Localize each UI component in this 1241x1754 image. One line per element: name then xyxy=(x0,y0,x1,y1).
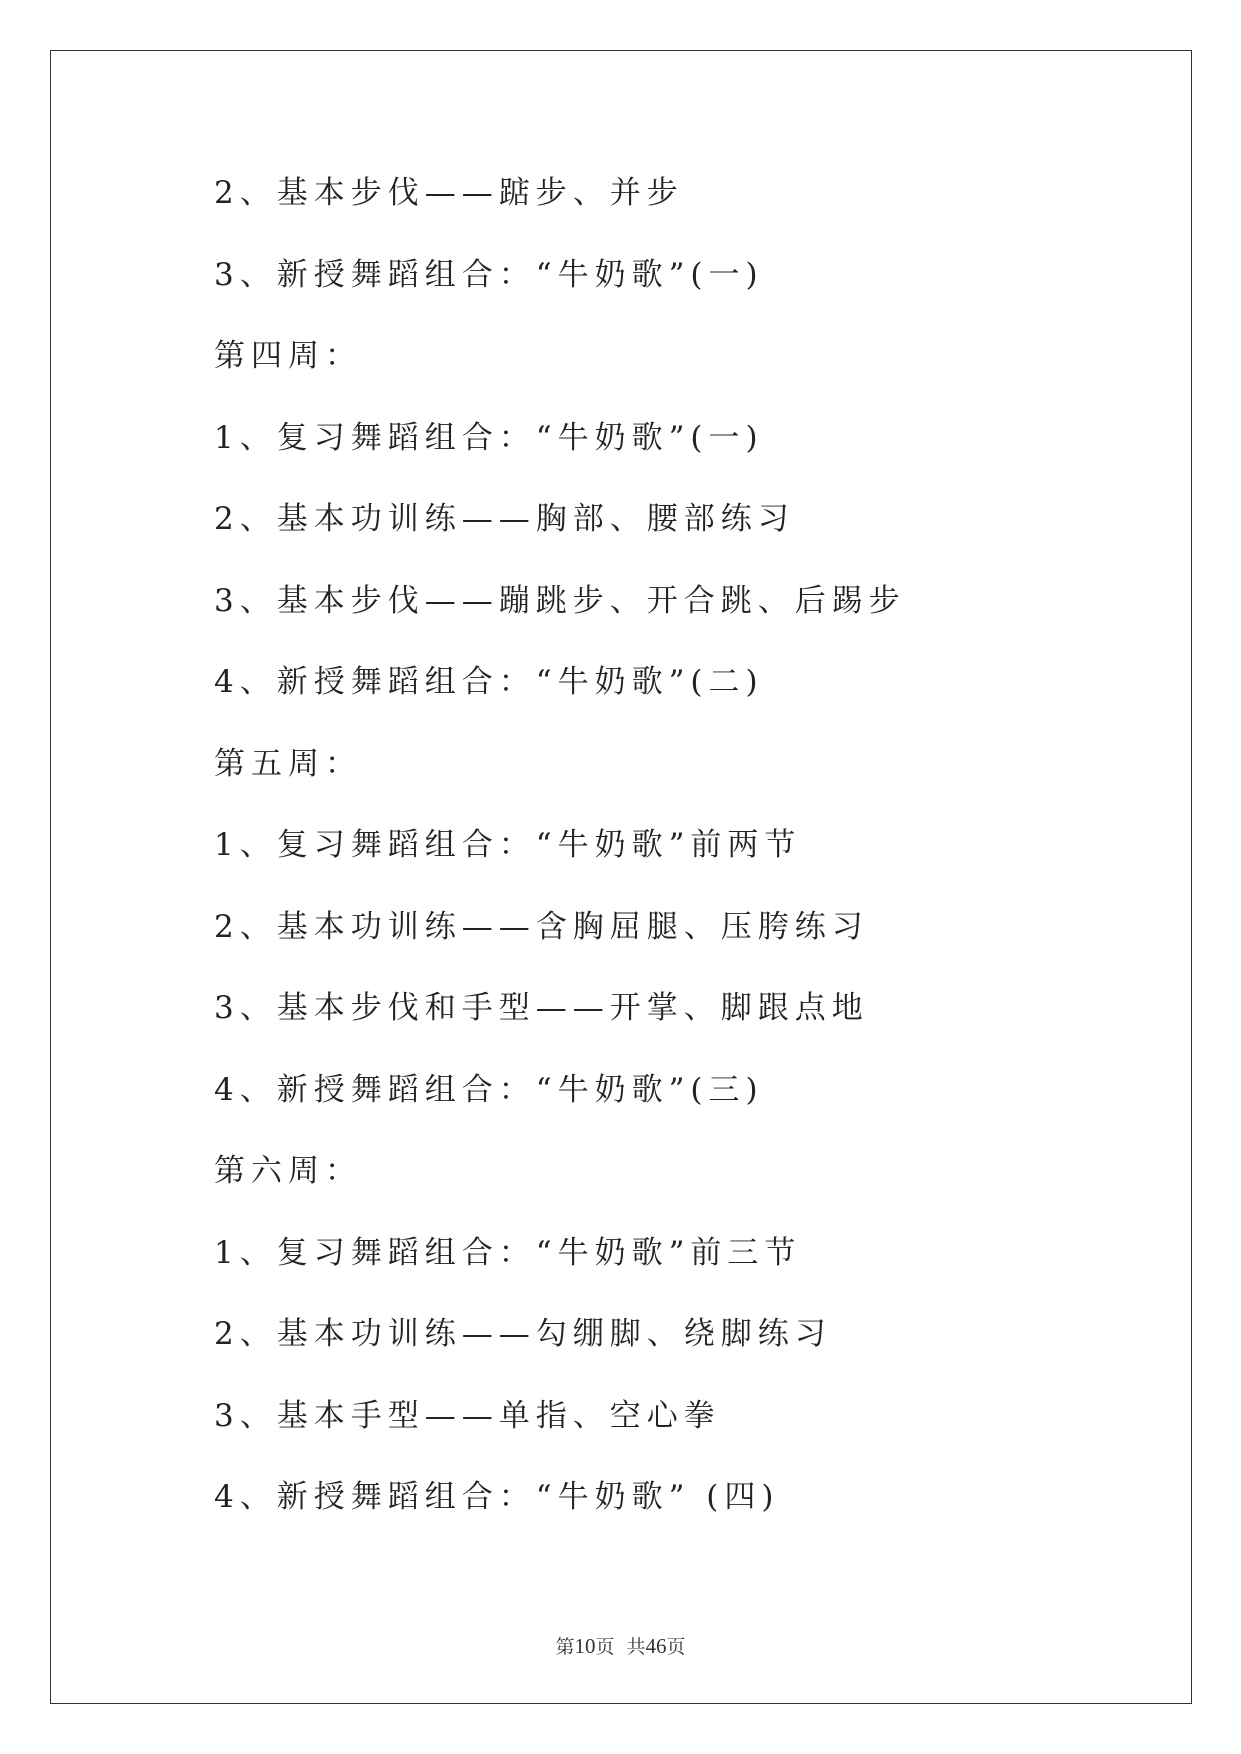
text-line: 4、新授舞蹈组合：“牛奶歌”(二) xyxy=(214,664,764,700)
text-line: 1、复习舞蹈组合：“牛奶歌”前三节 xyxy=(214,1234,802,1271)
text-line: 2、基本功训练——含胸屈腿、压胯练习 xyxy=(214,908,869,945)
text-line: 4、新授舞蹈组合：“牛奶歌”(三) xyxy=(214,1071,764,1108)
text-line: 2、基本功训练——勾绷脚、绕脚练习 xyxy=(214,1316,832,1352)
footer-prefix: 第 xyxy=(555,1636,575,1658)
page-footer xyxy=(0,1632,1241,1659)
week-heading: 第四周： xyxy=(214,338,362,374)
text-line: 2、基本步伐——踮步、并步 xyxy=(214,175,684,211)
text-line: 3、新授舞蹈组合：“牛奶歌”(一) xyxy=(214,256,764,293)
text-line: 2、基本功训练——胸部、腰部练习 xyxy=(214,501,795,537)
document-body xyxy=(214,166,1114,1552)
week-heading: 第五周： xyxy=(214,745,362,782)
footer-suffix: 页 xyxy=(666,1636,686,1658)
text-line: 1、复习舞蹈组合：“牛奶歌”(一) xyxy=(214,419,764,456)
text-line: 3、基本手型——单指、空心拳 xyxy=(214,1397,721,1434)
footer-middle: 页 共 xyxy=(595,1636,646,1658)
text-line: 3、基本步伐——蹦跳步、开合跳、后踢步 xyxy=(214,582,906,619)
total-pages-number: 46 xyxy=(645,1634,667,1658)
current-page-number: 10 xyxy=(574,1634,596,1658)
text-line: 3、基本步伐和手型——开掌、脚跟点地 xyxy=(214,990,869,1026)
text-line: 1、复习舞蹈组合：“牛奶歌”前两节 xyxy=(214,827,802,863)
week-heading: 第六周： xyxy=(214,1153,362,1189)
text-line: 4、新授舞蹈组合：“牛奶歌” (四) xyxy=(214,1479,780,1515)
